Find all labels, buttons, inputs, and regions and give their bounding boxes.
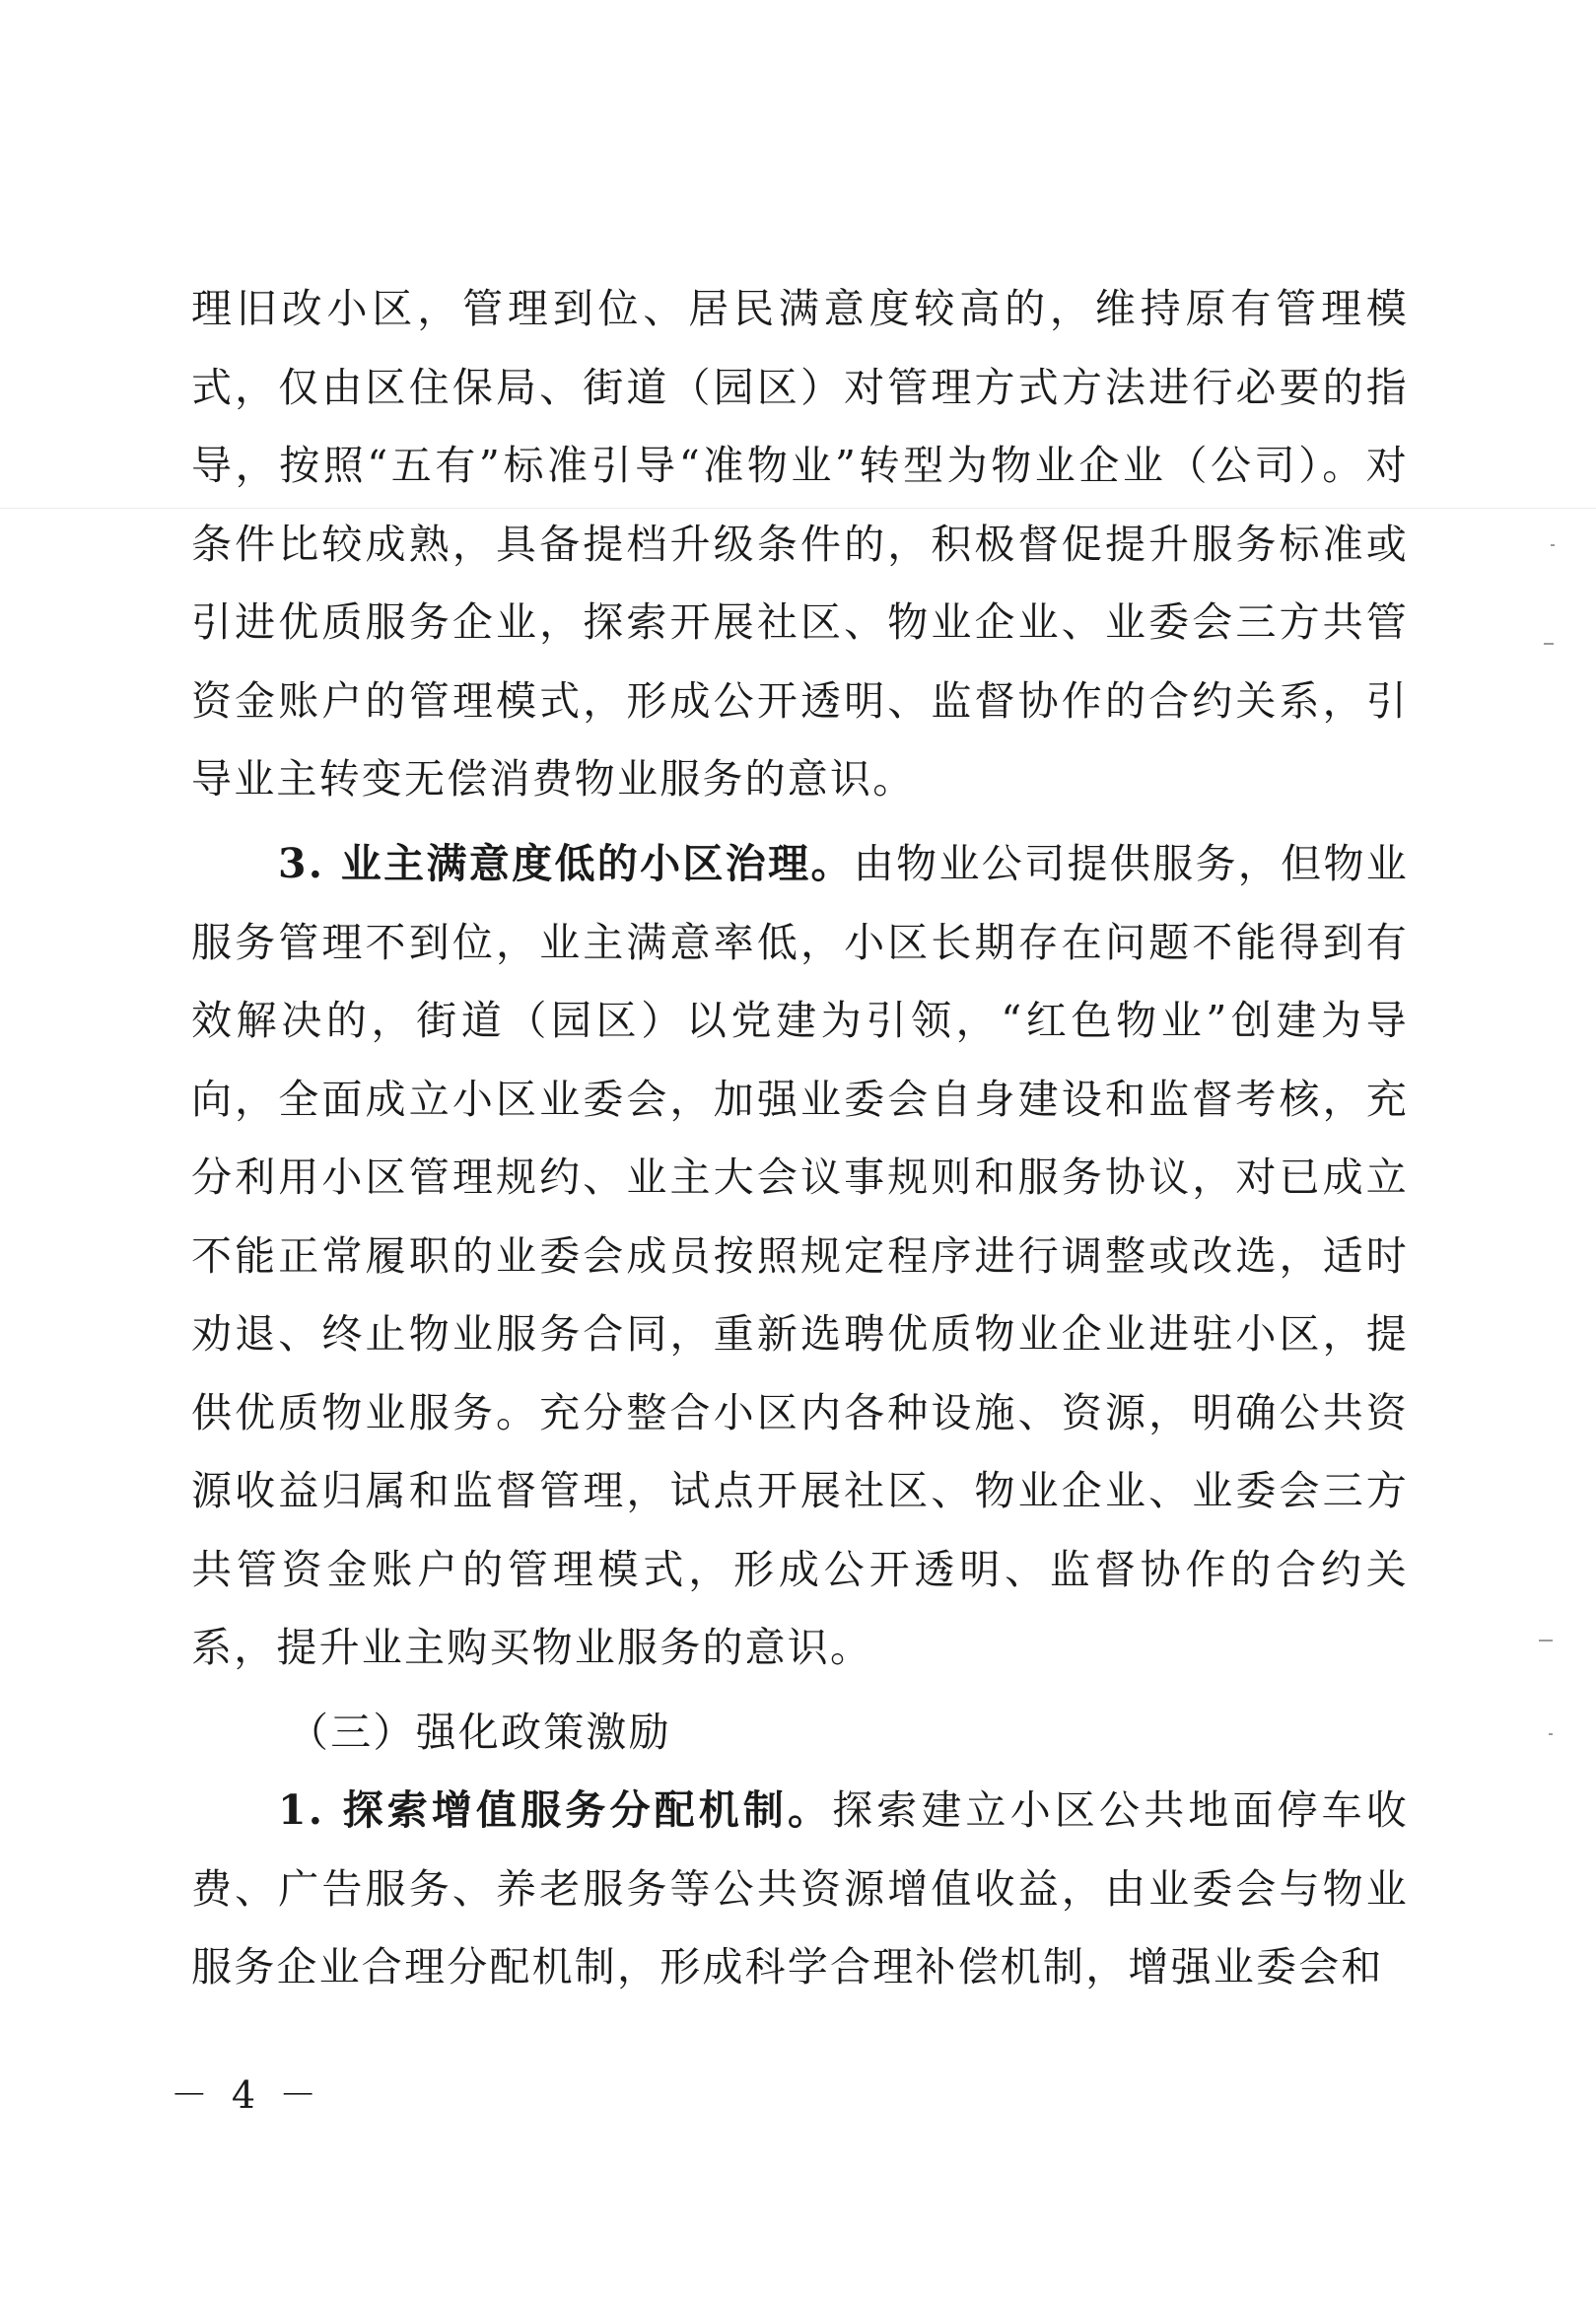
scan-speck (1544, 643, 1554, 645)
paragraph-continued: 理旧改小区，管理到位、居民满意度较高的，维持原有管理模式，仅由区住保局、街道（园区）对管理方式方法进行必要的指导，按照“五有”标准引导“准物业”转型为物业企业（公司）。对条件比较成熟，具备提档升级条件的，积极督促提升服务标准或引进优质服务企业，探索开展社区、物业企业、业委会三方共管资金账户的管理模式，形成公开透明、监督协作的合约关系，引导业主转变无偿消费物业服务的意识。 (191, 285, 1409, 803)
paragraph-item-1 (191, 1772, 1409, 2007)
item-3-body: 由物业公司提供服务，但物业服务管理不到位，业主满意率低，小区长期存在问题不能得到有效解决的，街道（园区）以党建为引领，“红色物业”创建为导向，全面成立小区业委会，加强业委会自身建设和监督考核，充分利用小区管理规约、业主大会议事规则和服务协议，对已成立不能正常履职的业委会成员按照规定程序进行调整或改选，适时劝退、终止物业服务合同，重新选聘优质物业企业进驻小区，提供优质物业服务。充分整合小区内各种设施、资源，明确公共资源收益归属和监督管理，试点开展社区、物业企业、业委会三方共管资金账户的管理模式，形成公开透明、监督协作的合约关系，提升业主购买物业服务的意识。 (191, 840, 1409, 1671)
scan-speck (1551, 544, 1555, 546)
item-1-heading: 1. 探索增值服务分配机制。 (278, 1786, 833, 1834)
item-3-heading: 3. 业主满意度低的小区治理。 (278, 840, 854, 887)
item-1-body: 探索建立小区公共地面停车收费、广告服务、养老服务等公共资源增值收益，由业委会与物业服务企业合理分配机制，形成科学合理补偿机制，增强业委会和 (191, 1786, 1409, 1991)
section-heading: （三）强化政策激励 (288, 1709, 671, 1756)
scan-speck (1539, 1640, 1553, 1642)
scan-speck (1549, 1733, 1553, 1735)
page-number: － 4 － (170, 2073, 323, 2117)
paragraph-item-3 (191, 825, 1409, 1688)
